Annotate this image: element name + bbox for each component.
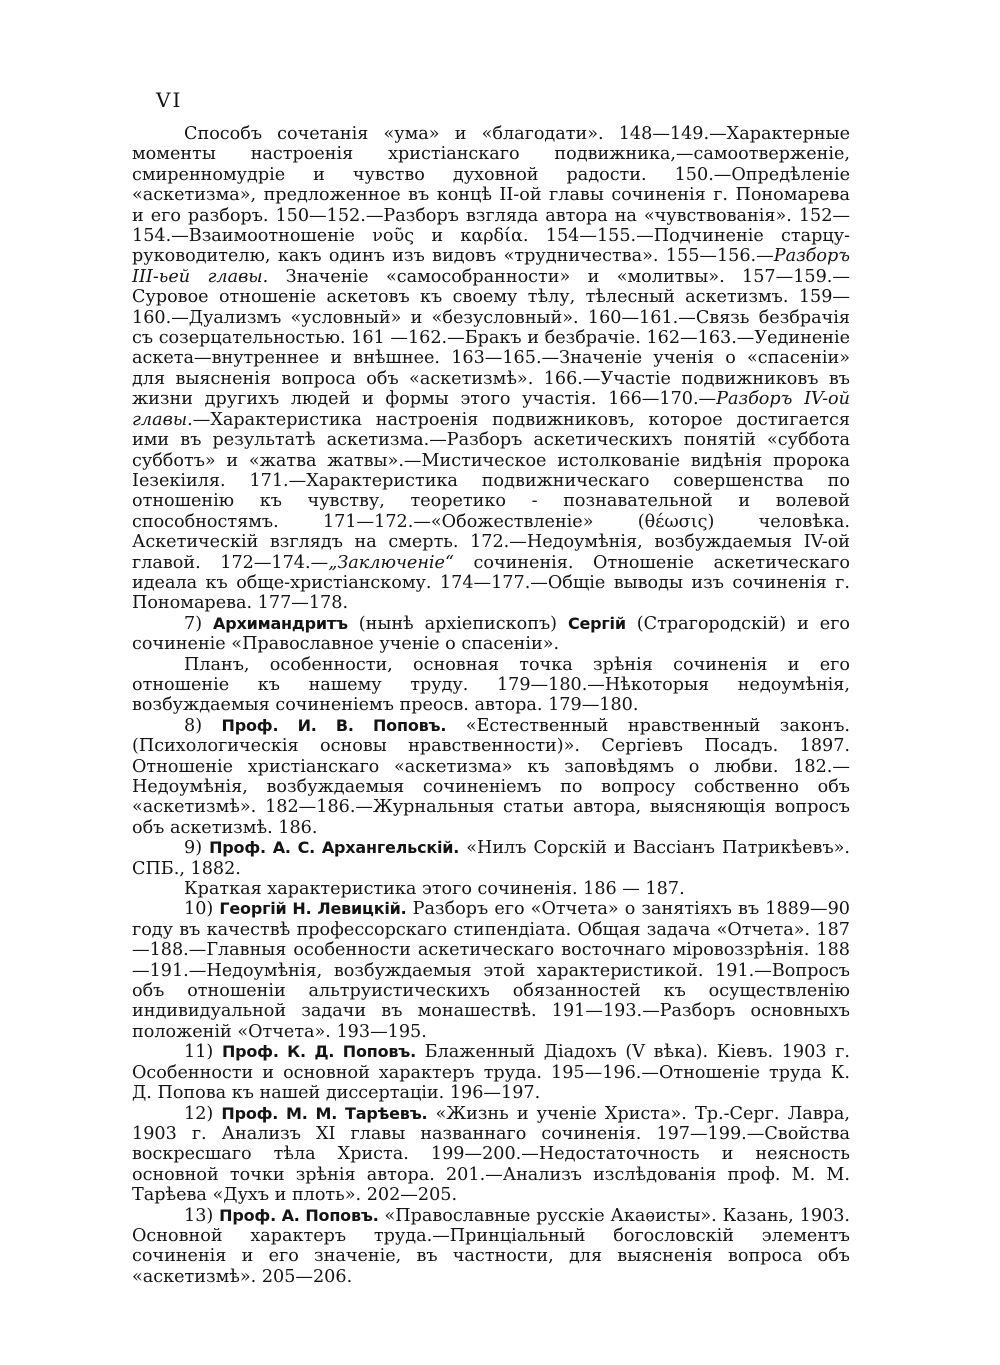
entry-text: «Жизнь и ученіе Христа». Тр.-Серг. Лавра, 1903 г. Анализъ XI главы названнаго сочиненія. 197—199.—Свойства воскресшаго тѣла Христа. 199—200.—Недостаточность и неясность основной точки зрѣнія автора. 201.—Анализъ изслѣдованія проф. М. М. Тарѣева «Духъ и плоть». 202—205. — [132, 1103, 850, 1206]
section-heading-italic: „Заключеніе“ — [328, 552, 454, 573]
author-name: Проф. К. Д. Поповъ. — [221, 1042, 417, 1062]
entry-11 — [132, 1042, 850, 1103]
author-name: Архимандритъ — [213, 613, 348, 633]
entry-number: 9) — [184, 838, 203, 859]
entry-number: 7) — [184, 613, 203, 634]
entry-number: 11) — [184, 1042, 214, 1063]
entry-number: 8) — [184, 715, 203, 736]
paragraph-analysis-continued — [132, 124, 850, 614]
entry-9 — [132, 838, 850, 879]
author-name: Проф. И. В. Поповъ. — [221, 715, 447, 735]
author-name: Проф. А. С. Архангельскій. — [209, 838, 460, 858]
entry-number: 12) — [184, 1103, 214, 1124]
paragraph-text: Способъ сочетанія «ума» и «благодати». 148—149.—Характерные моменты настроенія христіанскаго подвижника,—самоотверженіе, смиренномудріе и чувство духовной радости. 150.—Опредѣленіе «аскетизма», предложенное въ концѣ II-ой главы сочиненія г. Пономарева и его разборъ. 150—152.—Разборъ взгляда автора на «чувствованія». 152—154.—Взаимоотношеніе νοῦς и καρδία. 154—155.—Подчиненіе старцу-руководителю, какъ одинъ изъ видовъ «трудничества». 155—156.— — [132, 124, 850, 267]
entry-text: «Нилъ Сорскій и Вассіанъ Патрикѣевъ». СПБ., 1882. — [132, 838, 850, 879]
entry-number: 10) — [184, 899, 214, 920]
section-heading-italic: Разборъ IV-ой главы. — [132, 389, 850, 430]
author-name: Проф. М. М. Тарѣевъ. — [221, 1103, 428, 1123]
entry-9-summary: Краткая характеристика этого сочиненія. 186 — 187. — [184, 879, 685, 900]
entry-text: «Православные русскіе Акаѳисты». Казань, 1903. Основной характеръ труда.—Принціальный богословскій элементъ сочиненія и его значеніе, въ частности, для выясненія вопроса объ «аскетизмѣ». 205—206. — [132, 1205, 850, 1287]
entry-text: Разборъ его «Отчета» о занятіяхъ въ 1889—90 году въ качествѣ профессорскаго стипендіата. Общая задача «Отчета». 187—188.—Главныя особенности аскетическаго восточнаго міровоззрѣнія. 188—191.—Недоумѣнія, возбуждаемыя этой характеристикой. 191.—Вопросъ объ отношеніи альтруистическихъ обязанностей къ осуществленію индивидуальной задачи въ монашествѣ. 191—193.—Разборъ основныхъ положеній «Отчета». 193—195. — [132, 899, 851, 1042]
entry-13 — [132, 1206, 850, 1288]
table-of-contents-text — [132, 124, 850, 1287]
author-name: Георгій Н. Левицкій. — [219, 899, 407, 919]
paragraph-text: сочиненія. Отношеніе аскетическаго идеала къ обще-христіанскому. 174—177.—Общіе выводы изъ сочиненія г. Пономарева. 177—178. — [132, 552, 850, 614]
author-name: Проф. А. Поповъ. — [219, 1205, 379, 1225]
page-number: VI — [156, 88, 183, 112]
entry-10 — [132, 899, 850, 1042]
entry-text: «Естественный нравственный законъ. (Психологическія основы нравственности)». Сергіевъ Посадъ. 1897. Отношеніе христіанскаго «аскетизма» къ заповѣдямъ о любви. 182.—Недоумѣнія, возбуждаемыя сочиненіемъ по вопросу собственно объ «аскетизмѣ». 182—186.—Журнальныя статьи автора, выясняющія вопросъ объ аскетизмѣ. 186. — [132, 715, 850, 838]
entry-8 — [132, 716, 850, 838]
author-name: Сергій — [567, 613, 626, 633]
entry-text: (нынѣ архіепископъ) — [347, 613, 568, 634]
entry-text: (Страгородскій) и его сочиненіе «Православное ученіе о спасеніи». — [132, 613, 851, 655]
entry-12 — [132, 1104, 850, 1206]
paragraph-text: Значеніе «самособранности» и «молитвы». 157—159.—Суровое отношеніе аскетовъ къ своему тѣлу, тѣлесный аскетизмъ. 159—160.—Дуализмъ «условный» и «безусловный». 160—161.—Связь безбрачія съ созерцательностью. 161 —162.—Бракъ и безбрачіе. 162—163.—Уединеніе аскета—внутреннее и внѣшнее. 163—165.—Значеніе ученія о «спасеніи» для выясненія вопроса объ «аскетизмѣ». 166.—Участіе подвижниковъ въ жизни другихъ людей и формы этого участія. 166—170.— — [132, 266, 850, 410]
section-heading-italic: Разборъ III-ьей главы. — [132, 246, 850, 287]
paragraph-text: —Характеристика настроенія подвижниковъ, которое достигается ими въ результатѣ аскетизма.—Разборъ аскетическихъ понятій «суббота субботъ» и «жатва жатвы».—Мистическое истолкованіе видѣнія пророка Іезекіиля. 171.—Характеристика подвижническаго совершенства по отношенію къ чувству, теоретико - познавательной и волевой способностямъ. 171—172.—«Обожествленіе» (θέωσις) человѣка. Аскетическій взглядъ на смерть. 172.—Недоумѣнія, возбуждаемыя IV-ой главой. 172—174.— — [132, 409, 850, 573]
entry-7 — [132, 614, 850, 655]
entry-text: Блаженный Діадохъ (V вѣка). Кіевъ. 1903 г. Особенности и основной характеръ труда. 195—196.—Отношеніе труда К. Д. Попова къ нашей диссертаціи. 196—197. — [132, 1042, 850, 1104]
entry-7-summary: Планъ, особенности, основная точка зрѣнія сочиненія и его отношеніе къ нашему труду. 179—180.—Нѣкоторыя недоумѣнія, возбуждаемыя сочиненіемъ преосв. автора. 179—180. — [132, 654, 850, 716]
entry-number: 13) — [184, 1205, 214, 1226]
